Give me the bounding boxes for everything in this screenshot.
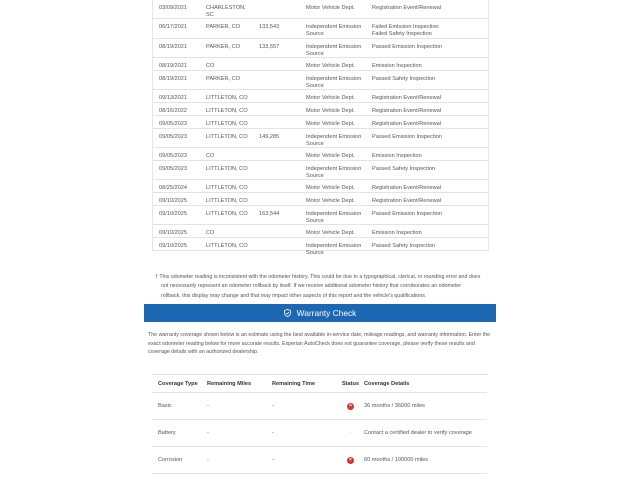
history-date: 09/05/2023 (159, 121, 187, 127)
history-date: 09/05/2023 (159, 134, 187, 140)
coverage-type: Battery (158, 430, 176, 436)
expired-x-icon: × (347, 457, 354, 464)
history-row (153, 71, 488, 90)
history-date: 03/09/2021 (159, 5, 187, 11)
history-row (153, 103, 488, 116)
history-date: 09/10/2025 (159, 198, 187, 204)
warranty-table-header (152, 375, 487, 393)
history-odometer: 133,557 (259, 44, 280, 50)
header-coverage-details: Coverage Details (364, 380, 410, 387)
history-source: Motor Vehicle Dept. (306, 153, 355, 159)
remaining-miles: - (207, 430, 209, 436)
history-location: LITTLETON, CO (206, 185, 248, 191)
history-row (153, 161, 488, 180)
warranty-row (152, 447, 487, 474)
history-location: LITTLETON, CO (206, 198, 248, 204)
history-row (153, 0, 488, 19)
coverage-status (337, 430, 364, 436)
history-source: Motor Vehicle Dept. (306, 95, 355, 101)
history-row (153, 129, 488, 148)
history-location: LITTLETON, CO (206, 211, 248, 217)
history-source: Motor Vehicle Dept. (306, 63, 355, 69)
header-remaining-miles: Remaining Miles (207, 380, 252, 387)
history-location: LITTLETON, CO (206, 121, 248, 127)
remaining-miles: - (207, 403, 209, 409)
history-row (153, 116, 488, 129)
coverage-details: 60 months / 100000 miles (364, 457, 429, 463)
history-source: Motor Vehicle Dept. (306, 5, 355, 11)
history-location: LITTLETON, CO (206, 95, 248, 101)
history-location: LITTLETON, CO (206, 243, 248, 249)
history-row (153, 39, 488, 58)
history-row (153, 193, 488, 206)
history-details: Registration Event/Renewal (372, 95, 442, 101)
history-source: Independent Emission Source (306, 134, 362, 147)
coverage-type: Basic (158, 403, 172, 409)
history-date: 09/10/2025 (159, 243, 187, 249)
history-date: 06/17/2021 (159, 24, 187, 30)
history-row (153, 225, 488, 238)
history-location: CHARLESTON, SC (206, 5, 246, 18)
history-row (153, 148, 488, 161)
history-date: 08/19/2021 (159, 76, 187, 82)
history-details: Passed Emission Inspection (372, 134, 442, 140)
history-odometer: 149,285 (259, 134, 280, 140)
remaining-miles: - (207, 457, 209, 463)
history-date: 08/16/2022 (159, 108, 187, 114)
history-source: Motor Vehicle Dept. (306, 108, 355, 114)
header-coverage-type: Coverage Type (158, 380, 198, 387)
history-location: LITTLETON, CO (206, 108, 248, 114)
header-remaining-time: Remaining Time (272, 380, 316, 387)
history-details: Emission Inspection (372, 230, 422, 236)
history-details: Registration Event/Renewal (372, 108, 442, 114)
footnote-text: † This odometer reading is inconsistent with the odometer history. This could be due to a typographical, clerical, or rounding error and does not necessarily represent an odometer rollback by itself. If we receive additional odometer history that corroborates an odometer rollback, this display may change and that may impact other aspects of this report and the vehicle's qualifications. (155, 274, 481, 299)
history-row (153, 90, 488, 103)
warranty-intro: The warranty coverage shown below is an estimate using the best available in-service date, mileage readings, and warranty information. Enter the exact odometer reading below for more accurate results. Experian AutoCheck does not guarantee coverage, please verify these results and coverage details with an authorized dealership. (148, 332, 491, 356)
history-details: Failed Emission Inspection Failed Safety Inspection (372, 24, 439, 37)
history-location: PARKER, CO (206, 76, 241, 82)
history-details: Passed Emission Inspection (372, 211, 442, 217)
history-source: Motor Vehicle Dept. (306, 185, 355, 191)
history-source: Independent Emission Source (306, 211, 362, 224)
status-unknown-icon: · (349, 430, 352, 436)
history-date: 08/19/2021 (159, 63, 187, 69)
header-status: Status (341, 380, 360, 387)
history-row (153, 206, 488, 225)
coverage-details: 36 months / 36000 miles (364, 403, 425, 409)
history-source: Motor Vehicle Dept. (306, 230, 355, 236)
history-details: Emission Inspection (372, 153, 422, 159)
history-details: Passed Safety Inspection (372, 76, 436, 82)
history-location: CO (206, 230, 215, 236)
history-date: 09/05/2023 (159, 153, 187, 159)
history-details: Passed Safety Inspection (372, 243, 436, 249)
history-details: Passed Emission Inspection (372, 44, 442, 50)
coverage-status (337, 457, 364, 464)
history-date: 08/25/2024 (159, 185, 187, 191)
history-source: Independent Emission Source (306, 166, 362, 179)
odometer-footnote (155, 273, 481, 301)
warranty-table (152, 374, 487, 474)
history-date: 09/13/2021 (159, 95, 187, 101)
history-details: Emission Inspection (372, 63, 422, 69)
warranty-title: Warranty Check (296, 308, 357, 318)
history-details: Registration Event/Renewal (372, 5, 442, 11)
history-location: CO (206, 153, 215, 159)
history-odometer: 163,544 (259, 211, 280, 217)
history-details: Registration Event/Renewal (372, 185, 442, 191)
coverage-type: Corrosion (158, 457, 183, 463)
history-source: Independent Emission Source (306, 24, 362, 37)
history-source: Independent Emission Source (306, 76, 362, 89)
history-row (153, 238, 488, 256)
coverage-status (337, 403, 364, 410)
history-row (153, 19, 488, 39)
history-date: 09/05/2023 (159, 166, 187, 172)
remaining-time: - (272, 430, 274, 436)
history-date: 09/10/2025 (159, 230, 187, 236)
history-location: PARKER, CO (206, 44, 241, 50)
history-source: Independent Emission Source (306, 44, 362, 57)
history-details: Registration Event/Renewal (372, 121, 442, 127)
history-row (153, 58, 488, 71)
history-details: Registration Event/Renewal (372, 198, 442, 204)
history-location: PARKER, CO (206, 24, 241, 30)
remaining-time: - (272, 457, 274, 463)
history-location: CO (206, 63, 215, 69)
warranty-row (152, 420, 487, 447)
expired-x-icon: × (347, 403, 354, 410)
warranty-row (152, 393, 487, 420)
history-location: LITTLETON, CO (206, 134, 248, 140)
history-table (152, 0, 489, 256)
history-source: Independent Emission Source (306, 243, 362, 256)
remaining-time: - (272, 403, 274, 409)
history-details: Passed Safety Inspection (372, 166, 436, 172)
warranty-check-header (144, 304, 496, 322)
shield-icon (284, 309, 291, 317)
history-odometer: 133,543 (259, 24, 280, 30)
coverage-details: Contact a certified dealer to verify coverage (364, 430, 472, 436)
history-source: Motor Vehicle Dept. (306, 198, 355, 204)
history-row (153, 180, 488, 193)
history-source: Motor Vehicle Dept. (306, 121, 355, 127)
history-date: 09/10/2025 (159, 211, 187, 217)
history-date: 08/19/2021 (159, 44, 187, 50)
history-location: LITTLETON, CO (206, 166, 248, 172)
